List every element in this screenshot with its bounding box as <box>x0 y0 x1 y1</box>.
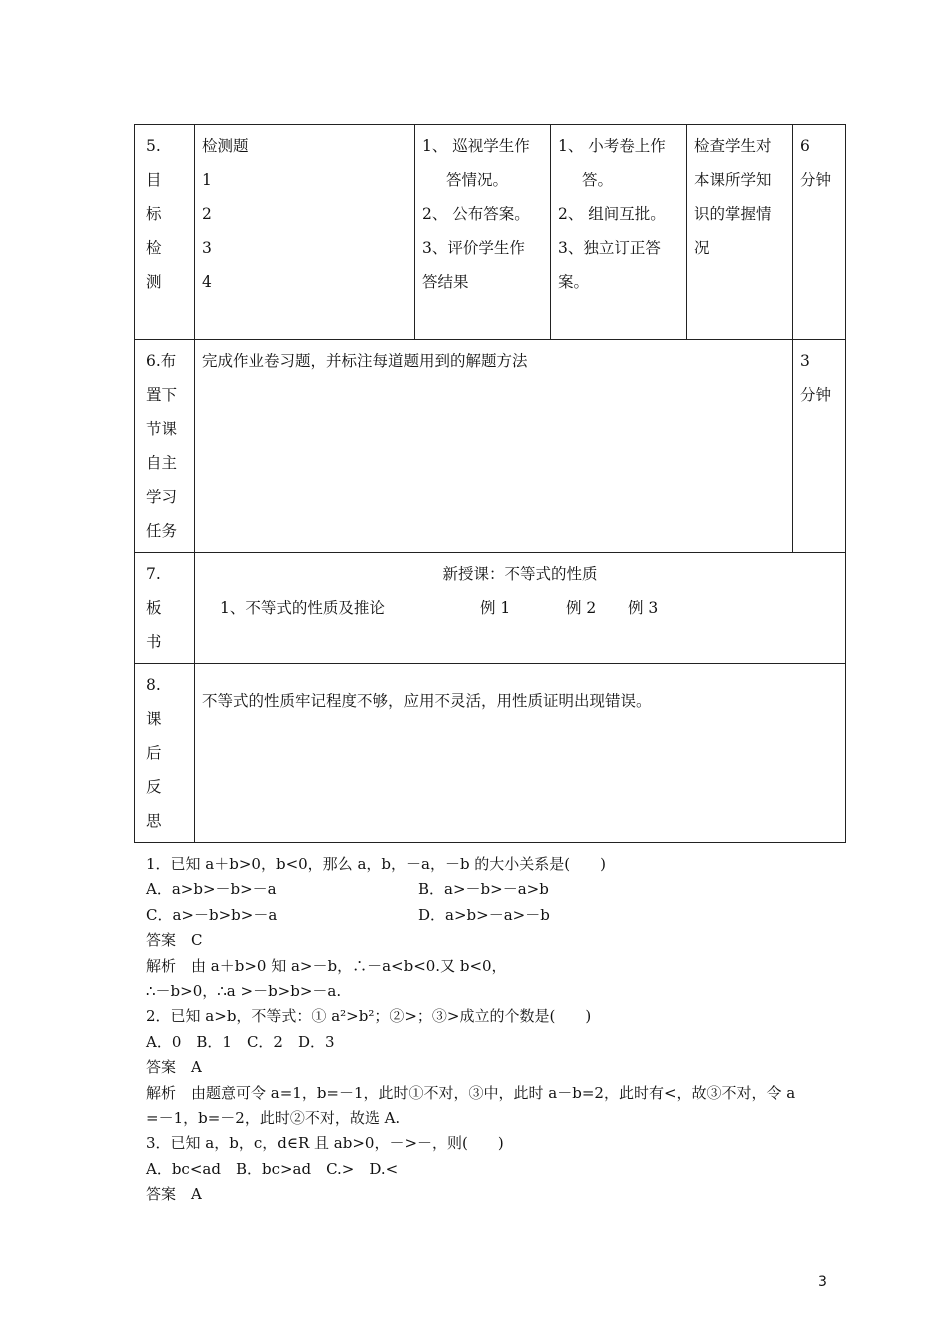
question-2-options: A．0 B．1 C．2 D．3 <box>146 1032 335 1051</box>
row-target-check <box>135 125 846 340</box>
lesson-plan-table <box>134 124 846 843</box>
question-1-analysis: 解析 由 a＋b>0 知 a>－b，∴－a<b<0.又 b<0， <box>146 956 507 975</box>
step-cell: 6.布 置下 节课 自主 学习 任务 <box>135 340 195 553</box>
question-2-analysis-cont: =－1，b=－2，此时②不对，故选 A. <box>146 1109 401 1128</box>
question-3-answer: 答案 A <box>146 1185 202 1204</box>
step-cell: 7. 板 书 <box>135 553 195 664</box>
blackboard-items: 1、不等式的性质及推论 例 1 例 2 例 3 <box>220 599 659 617</box>
page-number: 3 <box>818 1274 827 1290</box>
content-cell: 检测题 1 2 3 4 <box>195 125 415 340</box>
row-homework-task <box>135 340 846 553</box>
question-1-stem: 1．已知 a＋b>0，b<0，那么 a，b，－a，－b 的大小关系是( ) <box>146 855 607 873</box>
row-reflection <box>135 664 846 843</box>
homework-content-cell: 完成作业卷习题，并标注每道题用到的解题方法 <box>195 340 793 553</box>
reflection-content-cell: 不等式的性质牢记程度不够，应用不灵活，用性质证明出现错误。 <box>195 664 846 843</box>
question-1-options-ab: A．a>b>－b>－a B．a>－b>－a>b <box>146 880 549 899</box>
time-cell: 6 分钟 <box>793 125 846 340</box>
student-activity-cell: 1、 小考卷上作 答。 2、 组间互批。 3、独立订正答 案。 <box>551 125 687 340</box>
question-1-analysis-cont: ∴－b>0，∴a >－b>b>－a. <box>146 982 342 1001</box>
step-cell: 8. 课 后 反 思 <box>135 664 195 843</box>
blackboard-content-cell <box>195 553 846 664</box>
time-cell: 3 分钟 <box>793 340 846 553</box>
question-2-stem: 2．已知 a>b，不等式：① a²>b²；②>；③>成立的个数是( ) <box>146 1007 592 1026</box>
question-3-stem: 3．已知 a，b，c，d∈R 且 ab>0，－>－，则( ) <box>146 1134 504 1153</box>
blackboard-title: 新授课：不等式的性质 <box>442 565 598 583</box>
row-blackboard <box>135 553 846 664</box>
purpose-cell: 检查学生对 本课所学知 识的掌握情 况 <box>687 125 793 340</box>
question-1-answer: 答案 C <box>146 931 203 950</box>
step-cell: 5. 目 标 检 测 <box>135 125 195 340</box>
question-3-options: A．bc<ad B．bc>ad C.> D.< <box>146 1159 399 1178</box>
exercise-section <box>146 852 826 1208</box>
question-1-options-cd: C．a>－b>b>－a D．a>b>－a>－b <box>146 905 550 924</box>
question-2-answer: 答案 A <box>146 1058 202 1077</box>
question-2-analysis: 解析 由题意可令 a=1，b=－1，此时①不对，③中，此时 a－b=2，此时有<，故③不对，令 a <box>146 1083 796 1102</box>
teacher-activity-cell: 1、 巡视学生作 答情况。 2、 公布答案。 3、评价学生作 答结果 <box>415 125 551 340</box>
